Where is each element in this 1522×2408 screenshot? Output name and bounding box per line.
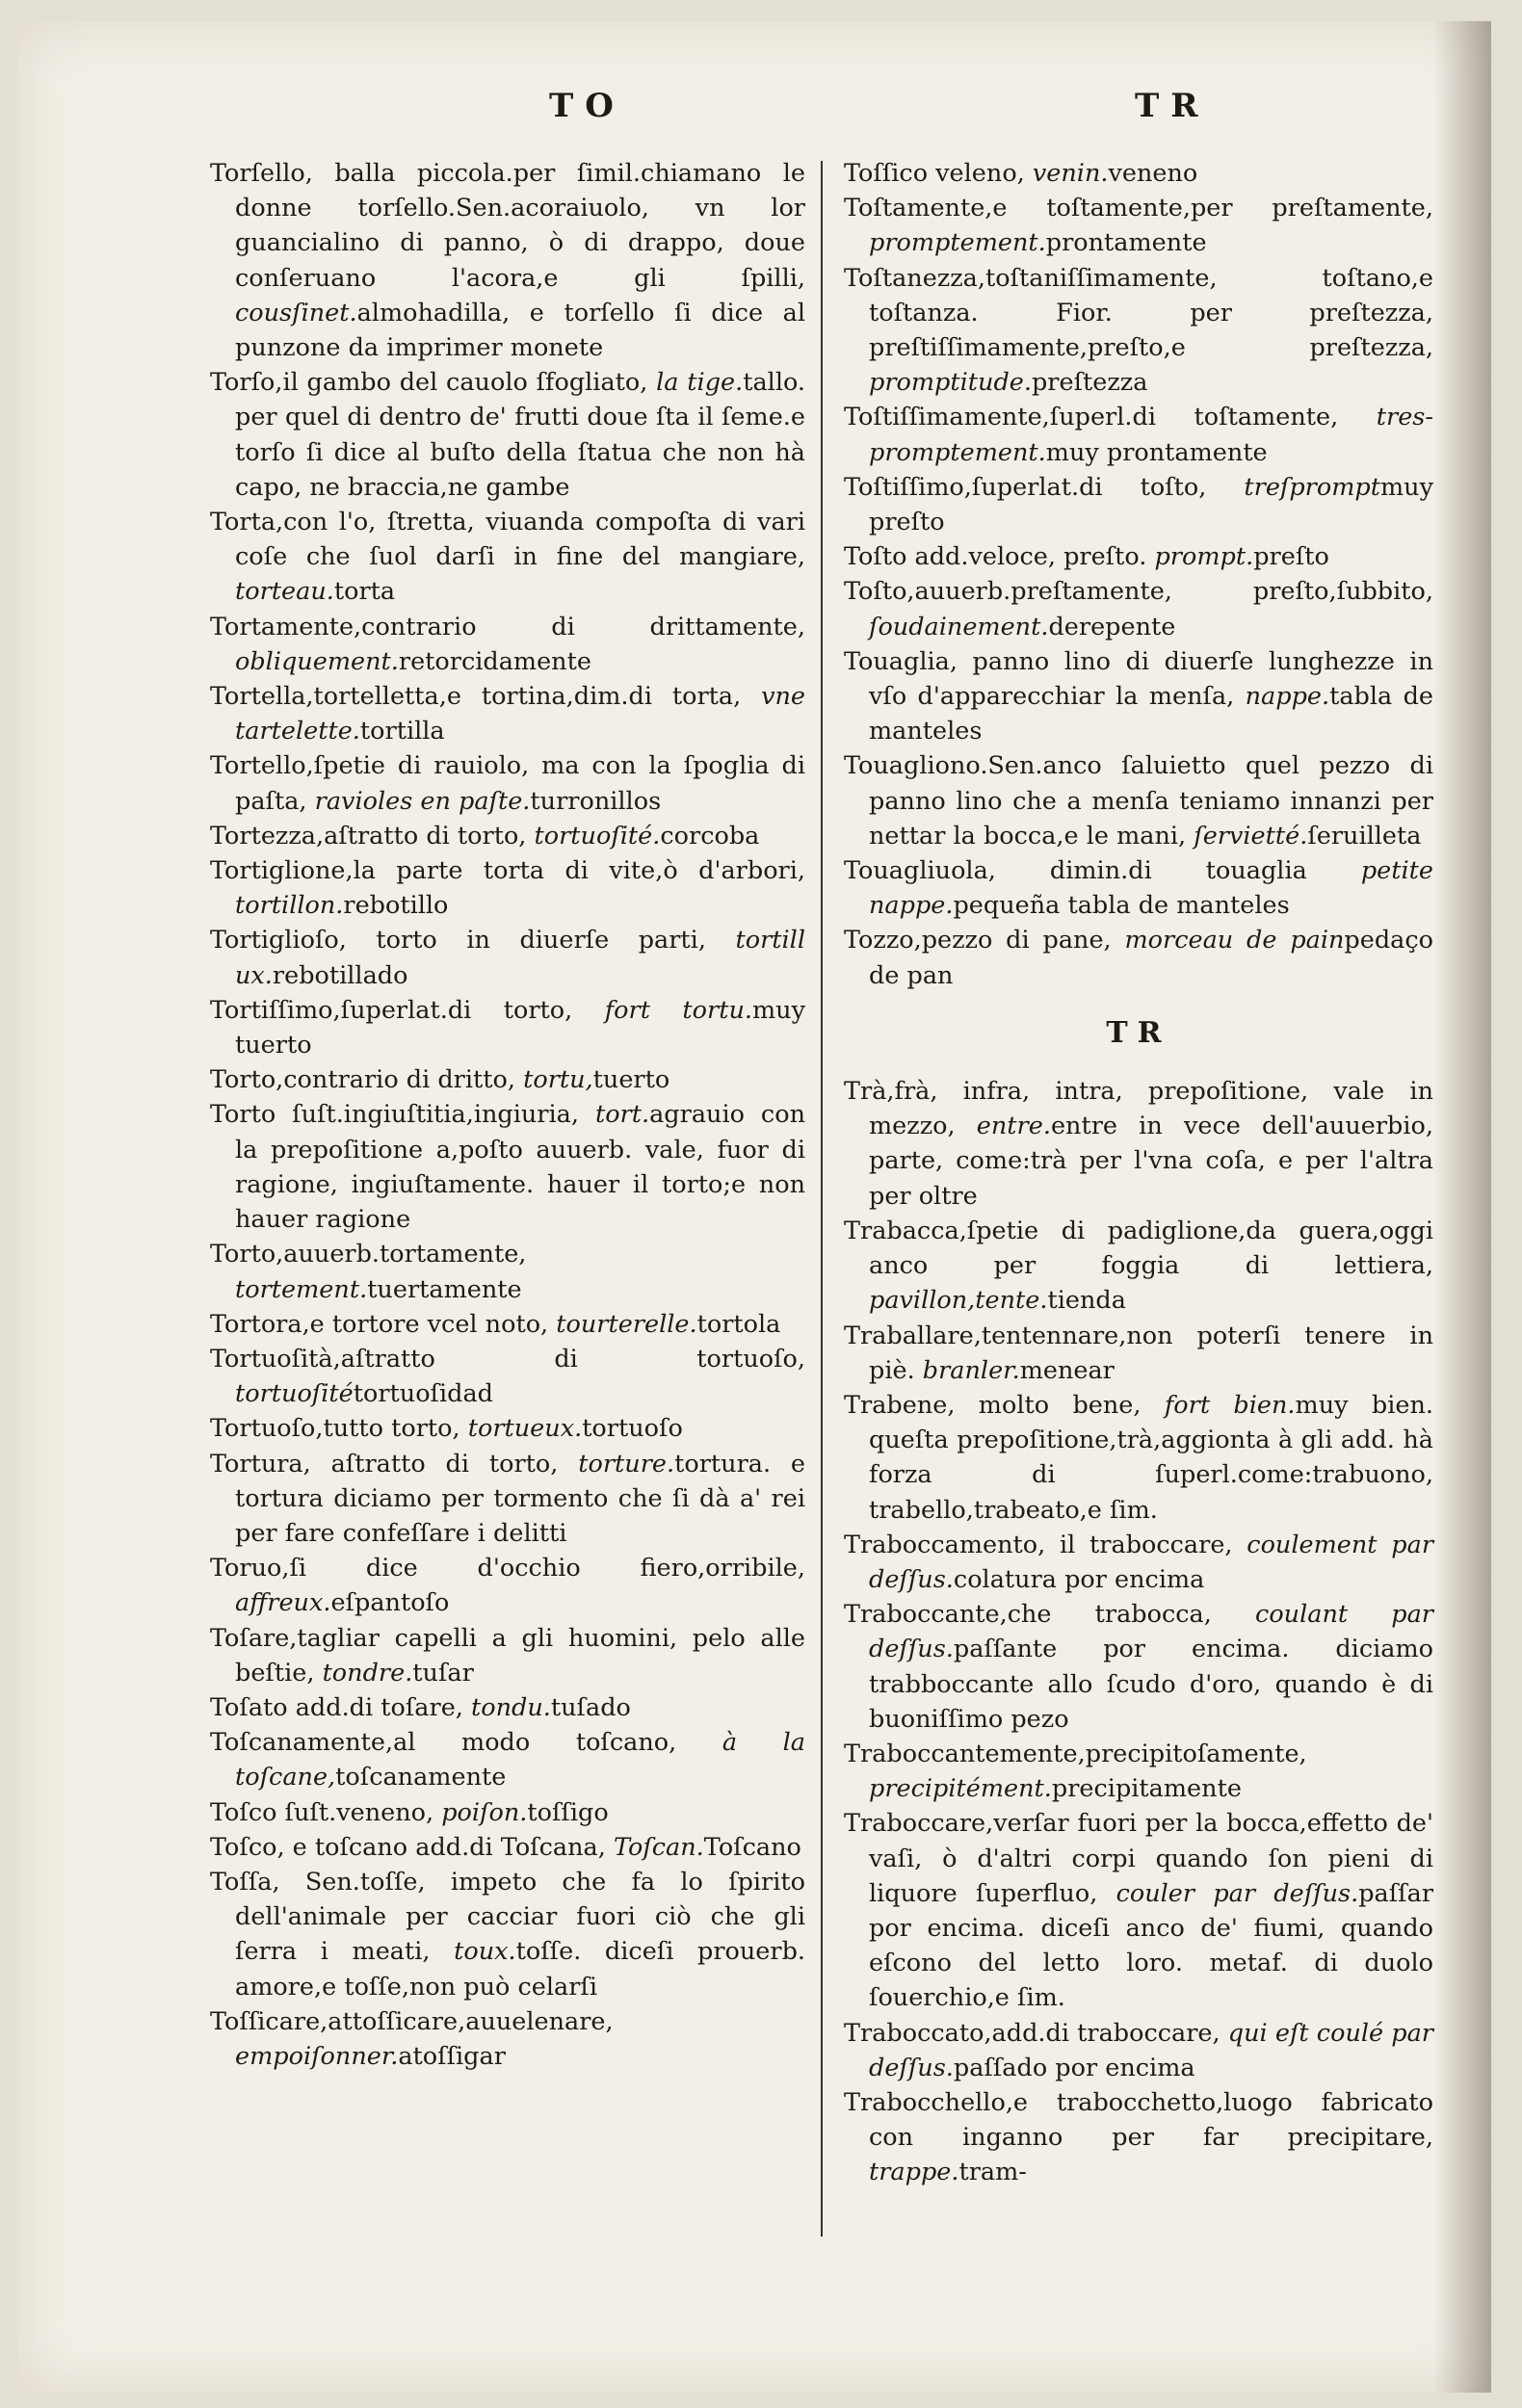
entry-spanish: tienda: [1047, 1286, 1126, 1316]
entry-french: coulement par deſſus.: [869, 1530, 1434, 1594]
entry-definition: Torto,auuerb.tortamente,: [210, 1240, 527, 1269]
entry-french: treſprompt: [1244, 472, 1380, 502]
entry-french: tondre.: [322, 1658, 413, 1688]
entry-definition: Tozzo,pezzo di pane,: [844, 926, 1112, 955]
dictionary-entry: [210, 1795, 805, 1830]
dictionary-entry: [844, 1388, 1433, 1528]
entry-spanish: colatura por encima: [953, 1564, 1205, 1594]
entry-definition: Tortello,ſpetie di rauiolo, ma con la ſpoglia di paſta,: [210, 751, 805, 816]
entry-definition: Touaglia, panno lino di diuerſe lunghezze in vſo d'apparecchiar la menſa,: [844, 646, 1433, 712]
running-head-left: TO: [549, 87, 625, 125]
dictionary-entry: [210, 1690, 805, 1725]
entry-french: torture.: [578, 1449, 675, 1479]
dictionary-entry: [210, 679, 805, 748]
entry-definition: Tortiglione,la parte torta di vite,ò d'arbori,: [210, 856, 805, 886]
entry-spanish: pequeña tabla de manteles: [953, 891, 1290, 921]
entry-definition: Toſſa, Sen.toſſe, impeto che fa lo ſpirito dell'animale per cacciar fuori ciò che gli ſerra i meati,: [210, 1867, 805, 1967]
entry-french: la tige.: [656, 368, 744, 398]
entry-french: tortillon.: [235, 891, 344, 921]
column-divider: [821, 161, 823, 2237]
entry-spanish: toſſigo: [527, 1797, 609, 1827]
entry-french: petite nappe.: [869, 856, 1433, 921]
spine-shadow: [1433, 21, 1491, 2393]
entry-french: couler par deſſus.: [1115, 1878, 1359, 1908]
dictionary-entry: [844, 400, 1433, 469]
entry-definition: Toſare,tagliar capelli a gli huomini, pelo alle beſtie,: [210, 1623, 805, 1688]
dictionary-entry: [210, 1621, 805, 1690]
right-column: [844, 156, 1433, 2190]
entry-definition: Toſſicare,attoſſicare,auuelenare,: [210, 2006, 614, 2036]
entry-definition: Toſco ſuſt.veneno,: [210, 1797, 434, 1827]
dictionary-entry: [210, 1725, 805, 1794]
entry-spanish: entre in vece dell'auuerbio, parte, come:trà per l'vna coſa, e per l'altra per oltre: [869, 1112, 1433, 1211]
dictionary-entry: [210, 1865, 805, 2004]
dictionary-entry: [210, 2004, 805, 2074]
entry-french: poiſon.: [441, 1797, 528, 1827]
entry-definition: Tortamente,contrario di drittamente,: [210, 612, 805, 641]
entry-french: tortueux.: [467, 1414, 583, 1444]
entry-french: ravioles en paſte.: [314, 786, 531, 816]
entry-spanish: torta: [333, 577, 396, 607]
dictionary-entry: [844, 853, 1433, 923]
entry-definition: Touagliono.Sen.anco ſaluietto quel pezzo di panno lino che a menſa teniamo innanzi per nettar la bocca,e le mani,: [844, 751, 1433, 851]
entry-french: tortuoſité: [235, 1379, 354, 1409]
entry-spanish: turronillos: [530, 786, 662, 816]
entry-french: tortu,: [523, 1065, 593, 1095]
entry-spanish: preſto: [1253, 542, 1329, 572]
entry-definition: Toſtanezza,toſtaniſſimamente, toſtano,e toſtanza. Fior. per preſtezza, preſtiſſimamente,preſto,e preſtezza,: [844, 263, 1433, 363]
entry-definition: Toſco, e toſcano add.di Toſcana,: [210, 1832, 606, 1862]
entry-french: affreux.: [235, 1588, 331, 1618]
dictionary-entry: [844, 539, 1433, 574]
entry-definition: Tortora,e tortore vcel noto,: [210, 1309, 549, 1339]
entry-definition: Traboccantemente,precipitoſamente,: [844, 1739, 1307, 1768]
entry-spanish: muy tuerto: [235, 995, 806, 1060]
entry-spanish: paſſante por encima. diciamo trabboccante allo ſcudo d'oro, quando è di buoniſſimo pezo: [869, 1635, 1433, 1734]
entry-spanish: tortola: [696, 1309, 781, 1339]
entry-french: à la toſcane,: [235, 1728, 806, 1793]
entry-definition: Toruo,ſi dice d'occhio fiero,orribile,: [210, 1554, 805, 1584]
entry-spanish: corcoba: [660, 821, 760, 851]
dictionary-entry: [844, 923, 1433, 992]
right-column-entries-tr: [844, 1074, 1433, 2190]
entry-french: cousſinet.: [235, 298, 357, 327]
dictionary-entry: [844, 644, 1433, 749]
dictionary-entry: [210, 819, 805, 853]
dictionary-entry: [844, 748, 1433, 853]
entry-spanish: muy preſto: [869, 472, 1433, 537]
entry-definition: Touagliuola, dimin.di touaglia: [844, 856, 1307, 886]
entry-definition: Tortura, aſtratto di torto,: [210, 1449, 559, 1479]
dictionary-entry: [844, 1528, 1433, 1597]
entry-spanish: rebotillo: [343, 891, 449, 921]
entry-french: ſervietté.: [1194, 821, 1308, 851]
entry-definition: Torſello, balla piccola.per ſimil.chiamano le donne torſello.Sen.acoraiuolo, vn lor guancialino di panno, ò di drappo, doue conſeruano l'acora,e gli ſpilli,: [210, 159, 805, 293]
entry-french: tourterelle.: [556, 1309, 697, 1339]
entry-spanish: tuerto: [592, 1065, 670, 1095]
entry-definition: Toſto add.veloce, preſto.: [844, 542, 1147, 572]
entry-definition: Trabacca,ſpetie di padiglione,da guera,oggi anco per foggia di lettiera,: [844, 1216, 1433, 1281]
dictionary-entry: [210, 365, 805, 505]
entry-spanish: tortura. e tortura diciamo per tormento che ſi dà a' rei per fare confeſſare i delitti: [235, 1449, 806, 1548]
dictionary-entry: [210, 610, 805, 679]
entry-french: qui eſt coulé par deſſus.: [869, 2018, 1433, 2082]
entry-definition: Trabene, molto bene,: [844, 1390, 1142, 1420]
entry-definition: Trà,frà, infra, intra, prepoſitione, vale in mezzo,: [844, 1077, 1433, 1141]
dictionary-entry: [210, 1097, 805, 1237]
entry-spanish: paſſar por encima. diceſi anco de' fiumi, quando eſcono del letto loro. metaf. di duolo ſouerchio,e ſim.: [869, 1878, 1434, 2013]
entry-spanish: tallo. per quel di dentro de' frutti doue ſta il ſeme.e torſo ſi dice al buſto della ſtatua che non hà capo, ne braccia,ne gambe: [235, 368, 805, 502]
entry-spanish: tortuoſo: [582, 1414, 683, 1444]
entry-french: tortill ux.: [235, 926, 805, 990]
dictionary-entry: [844, 574, 1433, 643]
dictionary-entry: [844, 1319, 1433, 1388]
entry-definition: Toſcanamente,al modo toſcano,: [210, 1728, 677, 1758]
entry-spanish: pedaço de pan: [869, 926, 1433, 990]
entry-definition: Tortuoſità,aſtratto di tortuoſo,: [210, 1344, 805, 1374]
entry-definition: Torſo,il gambo del cauolo ſfogliato,: [210, 368, 648, 398]
entry-definition: Traboccante,che trabocca,: [844, 1600, 1212, 1630]
entry-french: fort tortu.: [604, 995, 752, 1025]
dictionary-entry: [210, 1062, 805, 1097]
dictionary-entry: [210, 853, 805, 923]
entry-french: tortuoſité.: [534, 821, 661, 851]
entry-spanish: tuſar: [412, 1658, 474, 1688]
entry-french: nappe.: [1245, 682, 1330, 712]
entry-french: trappe.: [869, 2158, 959, 2187]
entry-spanish: tuertamente: [367, 1274, 522, 1304]
entry-definition: Toſtiſſimamente,ſuperl.di toſtamente,: [844, 403, 1339, 432]
entry-french: torteau.: [235, 577, 334, 607]
entry-definition: Tortiſſimo,ſuperlat.di torto,: [210, 995, 573, 1025]
entry-french: empoiſonner.: [235, 2041, 399, 2071]
dictionary-entry: [210, 1342, 805, 1411]
dictionary-entry: [844, 156, 1433, 191]
dictionary-entry: [844, 261, 1433, 401]
entry-spanish: tortilla: [359, 717, 445, 746]
entry-spanish: muy prontamente: [1045, 437, 1268, 467]
running-head-right: TR: [1135, 87, 1210, 125]
dictionary-entry: [844, 1597, 1433, 1737]
entry-definition: Toſato add.di toſare,: [210, 1692, 463, 1722]
entry-definition: Traboccare,verſar fuori per la bocca,effetto de' vaſi, ò d'altri corpi quando ſon pieni di liquore ſuperfluo,: [844, 1809, 1433, 1908]
dictionary-entry: [210, 923, 805, 992]
entry-spanish: menear: [1019, 1355, 1115, 1385]
entry-definition: Traballare,tentennare,non poterſi tenere in piè.: [844, 1321, 1433, 1385]
entry-french: entre.: [976, 1112, 1051, 1141]
dictionary-entry: [844, 191, 1433, 260]
entry-french: morceau de pain: [1124, 926, 1345, 955]
entry-spanish: atoſſigar: [398, 2041, 506, 2071]
entry-french: pavillon,tente.: [869, 1286, 1048, 1316]
entry-definition: Torto ſuſt.ingiuſtitia,ingiuria,: [210, 1100, 579, 1130]
entry-french: branler.: [922, 1355, 1020, 1385]
entry-spanish: agrauio con la prepoſitione a,poſto auuerb. vale, fuor di ragione, ingiuſtamente. hauer il torto;e non hauer ragione: [235, 1100, 805, 1235]
dictionary-entry: [210, 1237, 805, 1306]
entry-spanish: eſpantoſo: [330, 1588, 450, 1618]
entry-spanish: muy bien. queſta prepoſitione,trà,aggionta à gli add. hà forza di ſuperl.come:trabuono, trabello,trabeato,e ſim.: [869, 1390, 1433, 1525]
entry-definition: Tortella,tortelletta,e tortina,dim.di torta,: [210, 682, 742, 712]
entry-definition: Trabocchello,e trabocchetto,luogo fabricato con inganno per far precipitare,: [844, 2087, 1433, 2153]
entry-french: promptement.: [869, 228, 1046, 258]
dictionary-entry: [844, 470, 1433, 539]
entry-spanish: ſeruilleta: [1307, 821, 1422, 851]
entry-spanish: Toſcano: [703, 1832, 801, 1862]
entry-french: fort bien.: [1164, 1390, 1296, 1420]
entry-french: vne tartelette.: [235, 682, 805, 746]
entry-spanish: tuſado: [550, 1692, 631, 1722]
dictionary-entry: [210, 1447, 805, 1552]
dictionary-entry: [210, 993, 805, 1062]
entry-french: obliquement.: [235, 646, 399, 676]
entry-spanish: tortuoſidad: [353, 1379, 494, 1409]
entry-definition: Traboccamento, il traboccare,: [844, 1530, 1233, 1559]
dictionary-entry: [210, 1830, 805, 1865]
dictionary-entry: [844, 2085, 1433, 2190]
entry-spanish: toſſe. diceſi prouerb. amore,e toſſe,non può celarſi: [235, 1937, 805, 2002]
entry-definition: Tortuoſo,tutto torto,: [210, 1414, 460, 1444]
entry-definition: Torto,contrario di dritto,: [210, 1065, 515, 1095]
entry-french: precipitément.: [869, 1774, 1052, 1804]
entry-definition: Toſtiſſimo,ſuperlat.di toſto,: [844, 472, 1207, 502]
entry-spanish: retorcidamente: [398, 646, 591, 676]
entry-french: promptitude.: [869, 368, 1032, 398]
dictionary-entry: [844, 1737, 1433, 1806]
entry-spanish: derepente: [1048, 612, 1176, 641]
entry-spanish: precipitamente: [1051, 1774, 1242, 1804]
entry-spanish: prontamente: [1045, 228, 1207, 258]
entry-french: tortement.: [235, 1274, 368, 1304]
book-page: [17, 21, 1491, 2393]
entry-french: tres-promptement.: [869, 403, 1433, 467]
entry-spanish: tram-: [958, 2158, 1027, 2187]
entry-definition: Tortezza,aſtratto di torto,: [210, 821, 527, 851]
dictionary-entry: [210, 1551, 805, 1620]
dictionary-entry: [844, 1214, 1433, 1319]
entry-french: prompt.: [1154, 542, 1254, 572]
entry-spanish: paſſado por encima: [953, 2053, 1195, 2082]
entry-definition: Traboccato,add.di traboccare,: [844, 2018, 1220, 2048]
entry-french: toux.: [454, 1937, 516, 1967]
dictionary-entry: [210, 748, 805, 818]
entry-definition: Torta,con l'o, ſtretta, viuanda compoſta di vari coſe che ſuol darſi in fine del mangiare,: [210, 508, 805, 572]
dictionary-entry: [844, 1806, 1433, 2015]
entry-french: venin.: [1032, 159, 1109, 188]
entry-definition: Toſto,auuerb.preſtamente, preſto,ſubbito,: [844, 577, 1433, 607]
entry-definition: Toſſico veleno,: [844, 159, 1025, 188]
dictionary-entry: [210, 1411, 805, 1446]
entry-spanish: tabla de manteles: [869, 682, 1434, 746]
entry-spanish: almohadilla, e torſello ſi dice al punzone da imprimer monete: [235, 298, 805, 363]
entry-french: tondu.: [471, 1692, 551, 1722]
dictionary-entry: [210, 505, 805, 610]
entry-french: ſoudainement.: [869, 612, 1049, 641]
dictionary-entry: [844, 2016, 1433, 2085]
entry-definition: Tortiglioſo, torto in diuerſe parti,: [210, 926, 706, 955]
entry-spanish: preſtezza: [1031, 368, 1148, 398]
entry-definition: Toſtamente,e toſtamente,per preſtamente,: [844, 194, 1433, 223]
entry-spanish: veneno: [1108, 159, 1198, 188]
left-column: [210, 156, 805, 2074]
entry-spanish: toſcanamente: [335, 1763, 507, 1793]
entry-spanish: rebotillado: [272, 960, 408, 990]
entry-french: tort.: [594, 1100, 650, 1130]
entry-french: coulant par deſſus.: [869, 1600, 1433, 1664]
dictionary-entry: [210, 1307, 805, 1342]
section-heading-tr: TR: [1106, 1015, 1171, 1050]
entry-french: Toſcan.: [613, 1832, 704, 1862]
right-column-entries-to: [844, 156, 1433, 993]
dictionary-entry: [210, 156, 805, 365]
dictionary-entry: [844, 1074, 1433, 1214]
